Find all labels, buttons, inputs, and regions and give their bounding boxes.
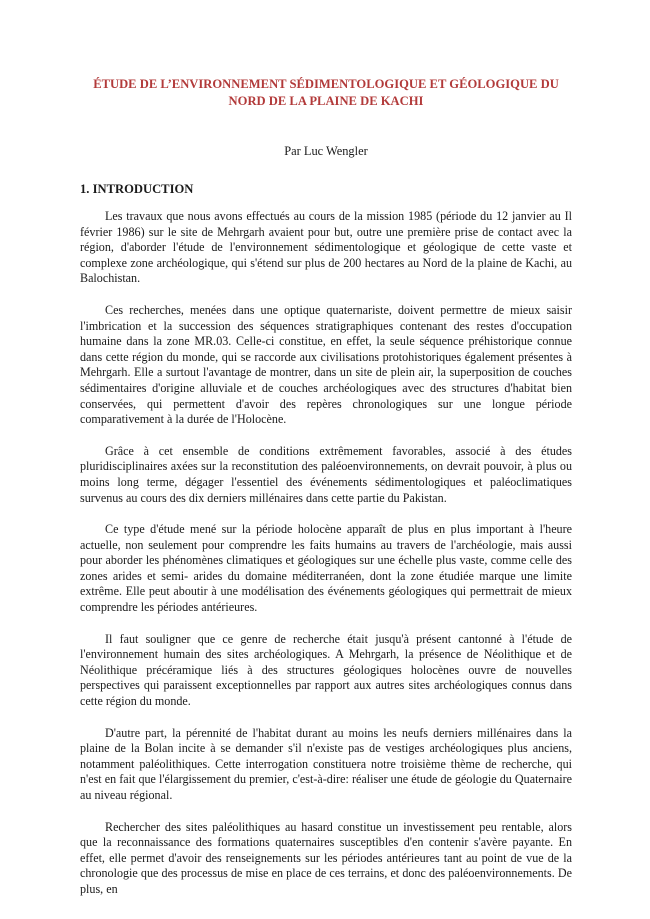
section-heading: 1. INTRODUCTION <box>80 182 194 196</box>
paragraph-1: Les travaux que nous avons effectués au cours de la mission 1985 (période du 12 janvier au Il février 1986) sur le site de Mehrgarh avaient pour but, outre une première prise de contact avec la région, d'aborder l'étude de l'environnement sédimentologique et géologique de cette vaste et complexe zone archéologique, qui s'étend sur plus de 200 hectares au Nord de la plaine de Kachi, au Balochistan. <box>80 209 572 286</box>
author-line: Par Luc Wengler <box>284 144 368 158</box>
paragraph-4: Ce type d'étude mené sur la période holocène apparaît de plus en plus important à l'heure actuelle, non seulement pour comprendre les faits humains au travers de l'archéologie, mais aussi pour aborder les phénomènes climatiques et géologiques sur une échelle plus vaste, comme celle des zones arides et semi- arides du domaine méditerranéen, dont la zone étudiée marque une limite extrême. Elle peut aboutir à une modélisation des événements géologiques qui permettrait de mieux comprendre les périodes antérieures. <box>80 522 572 615</box>
paragraph-7: Rechercher des sites paléolithiques au hasard constitue un investissement peu rentable, alors que la reconnaissance des formations quaternaires susceptibles d'en contenir s'avère payante. En effet, elle permet d'avoir des renseignements sur les périodes antérieures tant au point de vue de la chronologie que des processus de mise en place de ces terrains, et donc des paléoenvironnements. De plus, en <box>80 819 572 896</box>
paragraph-6: D'autre part, la pérennité de l'habitat durant au moins les neufs derniers millénaires dans la plaine de la Bolan incite à se demander s'il n'existe pas de vestiges archéologiques plus anciens, notamment paléolithiques. Cette interrogation constituera notre troisième thème de recherche, qui n'est en fait que l'élargissement du premier, c'est-à-dire: réaliser une étude de géologie du Quaternaire au niveau régional. <box>80 725 572 802</box>
paragraph-2: Ces recherches, menées dans une optique quaternariste, doivent permettre de mieux saisir l'imbrication et la succession des séquences stratigraphiques contenant des restes d'occupation humaine dans la zone MR.03. Celle-ci constitue, en effet, la seule séquence préhistorique connue dans cette région du monde, qui se raccorde aux civilisations protohistoriques également présentes à Mehrgarh. Elle a surtout l'avantage de montrer, dans un site de plein air, la superposition de couches sédimentaires d'origine alluviale et de couches archéologiques avec des structures d'habitat bien conservées, qui permettent d'avoir des repères chronologiques sur une longue période comparativement à la durée de l'Holocène. <box>80 302 572 427</box>
title-line-2: NORD DE LA PLAINE DE KACHI <box>228 94 424 108</box>
document-title <box>80 76 572 110</box>
title-line-1: ÉTUDE DE L’ENVIRONNEMENT SÉDIMENTOLOGIQUE ET GÉOLOGIQUE DU <box>93 77 559 91</box>
paragraph-3: Grâce à cet ensemble de conditions extrêmement favorables, associé à des études pluridisciplinaires axées sur la reconstitution des paléoenvironnements, on devrait pouvoir, à plus ou moins long terme, dégager l'essentiel des événements sédimentologiques et paléoclimatiques survenus au cours des dix derniers millénaires dans cette partie du Pakistan. <box>80 443 572 505</box>
paragraph-5: Il faut souligner que ce genre de recherche était jusqu'à présent cantonné à l'étude de l'environnement humain des sites archéologiques. A Mehrgarh, la présence de Néolithique et de Néolithique précéramique liés à des structures géologiques holocènes ouvre de nouvelles perspectives qui paraissent exceptionnelles par rapport aux autres sites archéologiques connus dans cette région du monde. <box>80 631 572 709</box>
